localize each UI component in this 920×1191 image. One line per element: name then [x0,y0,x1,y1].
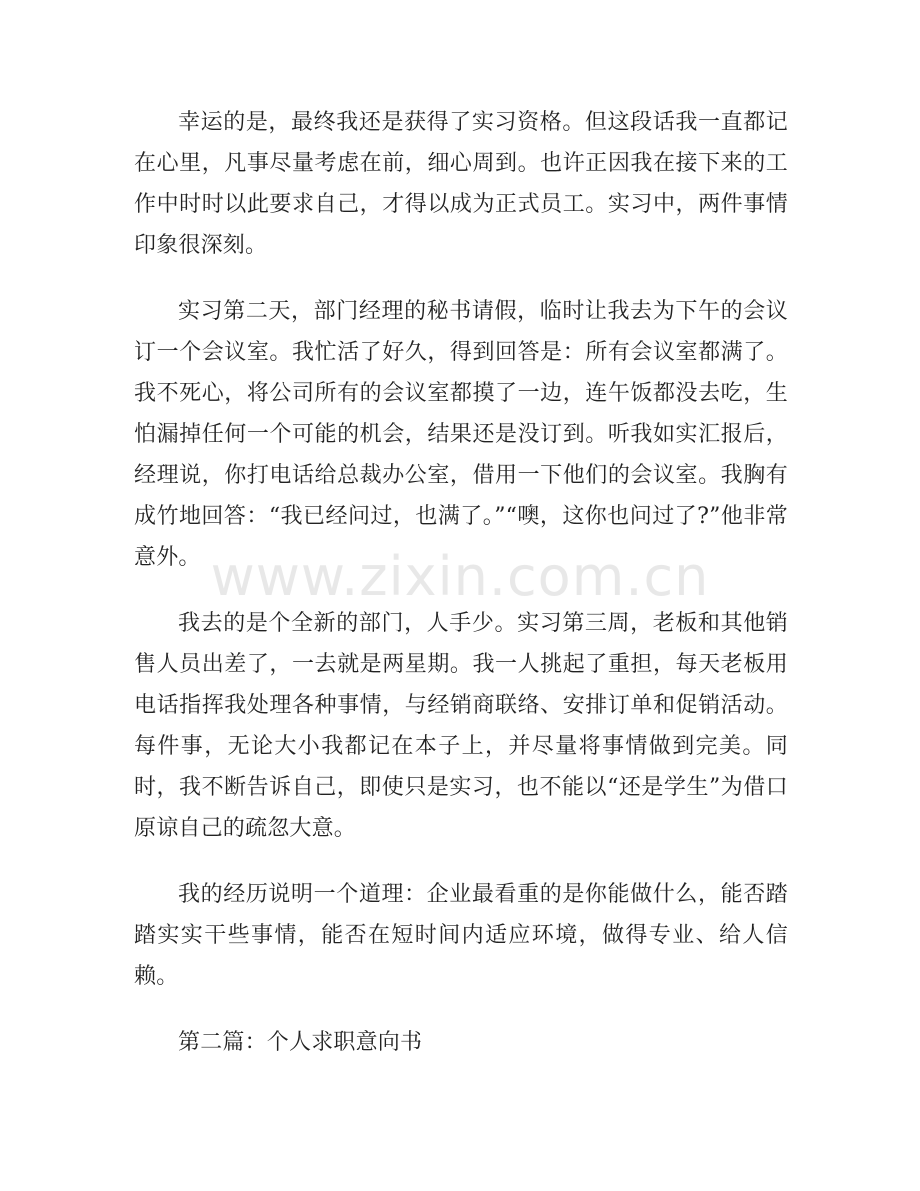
document-body [134,102,788,1063]
paragraph-3: 我去的是个全新的部门，人手少。实习第三周，老板和其他销售人员出差了，一去就是两星期。我一人挑起了重担，每天老板用电话指挥我处理各种事情，与经销商联络、安排订单和促销活动。每件事，无论大小我都记在本子上，并尽量将事情做到完美。同时，我不断告诉自己，即使只是实习，也不能以“还是学生”为借口原谅自己的疏忽大意。 [134,611,788,841]
watermark: www.zixin.com.cn [210,545,710,608]
paragraph-2: 实习第二天，部门经理的秘书请假，临时让我去为下午的会议订一个会议室。我忙活了好久，得到回答是：所有会议室都满了。我不死心，将公司所有的会议室都摸了一边，连午饭都没去吃，生怕漏掉任何一个可能的机会，结果还是没订到。听我如实汇报后，经理说，你打电话给总裁办公室，借用一下他们的会议室。我胸有成竹地回答：“我已经问过，也满了。”“噢，这你也问过了?”他非常意外。 [134,299,788,570]
paragraph-4: 我的经历说明一个道理：企业最看重的是你能做什么，能否踏踏实实干些事情，能否在短时间内适应环境，做得专业、给人信赖。 [134,882,788,989]
section-heading: 第二篇：个人求职意向书 [178,1030,423,1055]
paragraph-1: 幸运的是，最终我还是获得了实习资格。但这段话我一直都记在心里，凡事尽量考虑在前，细心周到。也许正因我在接下来的工作中时时以此要求自己，才得以成为正式员工。实习中，两件事情印象很深刻。 [134,110,788,258]
